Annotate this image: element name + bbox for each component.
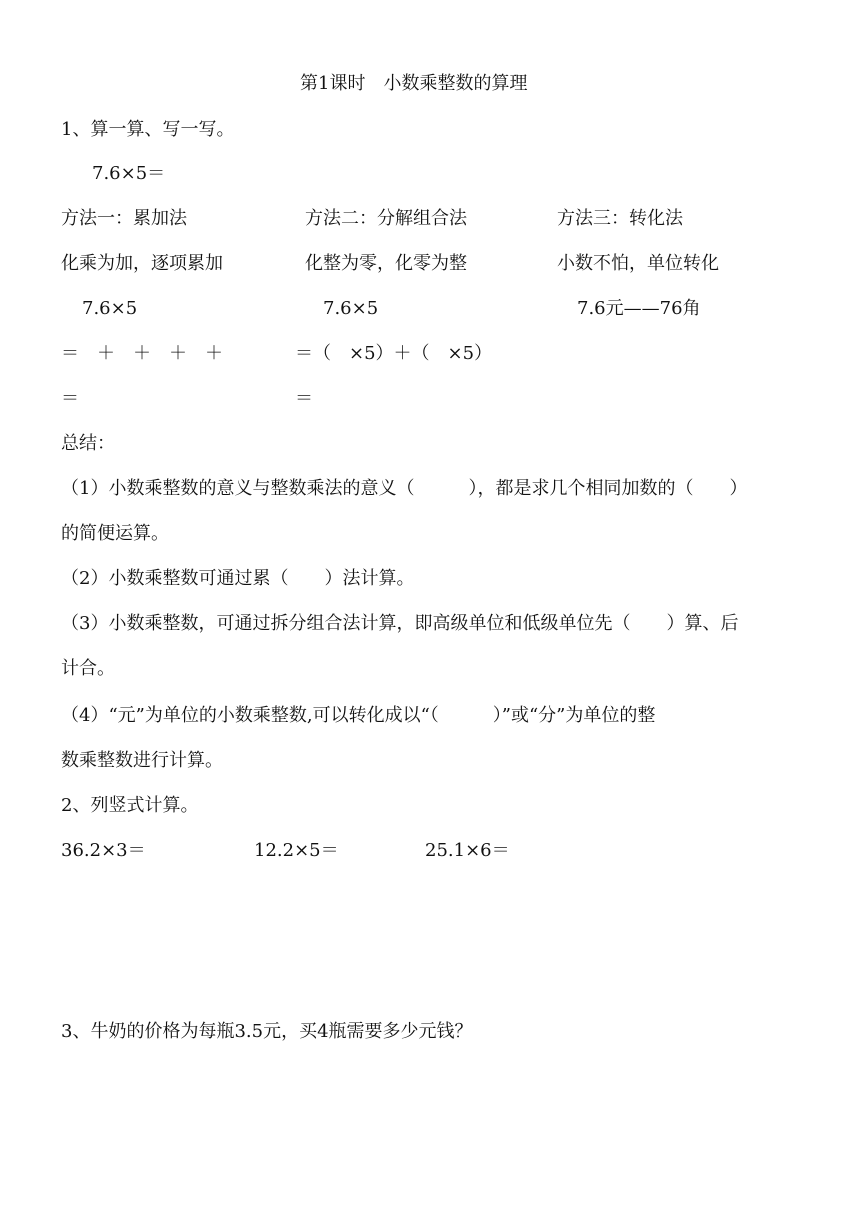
method3-name: 方法三：转化法 (557, 208, 683, 229)
method1-line2: ＝ (61, 388, 79, 409)
method2-name: 方法二：分解组合法 (305, 208, 467, 229)
method1-expr: 7.6×5 (82, 298, 138, 319)
method1-line1: ＝ ＋ ＋ ＋ ＋ (61, 343, 223, 364)
summary-item-2: （2）小数乘整数可通过累（ ）法计算。 (61, 568, 415, 589)
summary-item-3a: （3）小数乘整数，可通过拆分组合法计算，即高级单位和低级单位先（ ）算、后 (61, 613, 739, 634)
method3-expr: 7.6元——76角 (577, 298, 701, 319)
method2-line2: ＝ (295, 388, 313, 409)
q2-item-1: 36.2×3＝ (61, 840, 146, 861)
method2-desc: 化整为零，化零为整 (305, 253, 467, 274)
q1-heading: 1、算一算、写一写。 (61, 119, 235, 140)
q2-item-2: 12.2×5＝ (254, 840, 339, 861)
method1-desc: 化乘为加，逐项累加 (61, 253, 223, 274)
q2-item-3: 25.1×6＝ (425, 840, 510, 861)
summary-item-4a: （4）“元”为单位的小数乘整数,可以转化成以“（ ）”或“分”为单位的整 (61, 705, 656, 726)
summary-item-1b: 的简便运算。 (61, 523, 169, 544)
summary-item-4b: 数乘整数进行计算。 (61, 750, 223, 771)
method1-name: 方法一：累加法 (61, 208, 187, 229)
summary-item-1a: （1）小数乘整数的意义与整数乘法的意义（ ），都是求几个相同加数的（ ） (61, 478, 748, 499)
q3-heading: 3、牛奶的价格为每瓶3.5元，买4瓶需要多少元钱？ (61, 1021, 473, 1042)
q1-expression: 7.6×5＝ (92, 163, 166, 184)
page-title: 第1课时 小数乘整数的算理 (300, 73, 528, 94)
summary-item-3b: 计合。 (61, 658, 115, 679)
method3-desc: 小数不怕，单位转化 (557, 253, 719, 274)
method2-expr: 7.6×5 (323, 298, 379, 319)
method2-line1: ＝（ ×5）＋（ ×5） (295, 343, 493, 364)
q2-heading: 2、列竖式计算。 (61, 795, 199, 816)
summary-heading: 总结： (61, 433, 115, 454)
